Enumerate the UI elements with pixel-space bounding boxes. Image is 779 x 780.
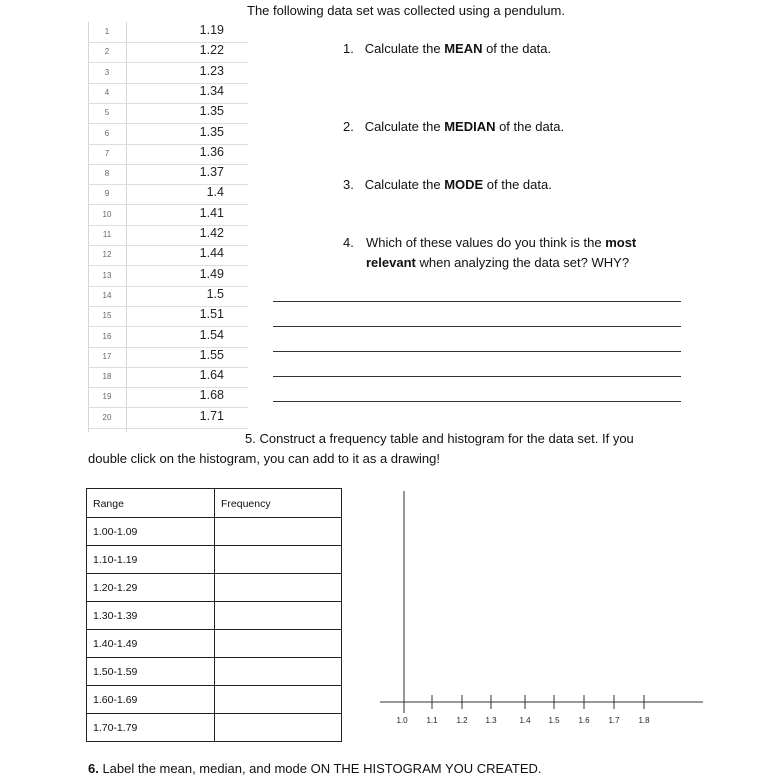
spreadsheet-row[interactable] (88, 205, 248, 226)
x-tick-label: 1.0 (396, 716, 408, 725)
answer-line[interactable] (273, 376, 681, 377)
question-3-text: Calculate the (364, 177, 445, 192)
range-cell: 1.30-1.39 (87, 602, 215, 630)
question-1-suffix: of the data. (482, 41, 552, 56)
table-row (87, 574, 342, 602)
row-number: 20 (102, 412, 112, 422)
spreadsheet-row[interactable] (88, 286, 248, 307)
row-number: 15 (102, 311, 112, 321)
row-number: 17 (102, 351, 112, 361)
question-2-text: Calculate the (364, 119, 445, 134)
cell-value[interactable]: 1.55 (199, 347, 224, 362)
spreadsheet-row[interactable] (88, 63, 248, 84)
row-number: 2 (104, 47, 110, 57)
spreadsheet-row[interactable] (88, 42, 248, 63)
frequency-cell[interactable] (215, 602, 342, 630)
range-header: Range (87, 489, 215, 518)
frequency-cell[interactable] (215, 658, 342, 686)
cell-value[interactable]: 1.37 (199, 165, 224, 180)
cell-value[interactable]: 1.54 (199, 327, 224, 342)
x-tick-label: 1.4 (519, 716, 531, 725)
question-4 (366, 233, 686, 273)
range-cell: 1.70-1.79 (87, 714, 215, 742)
question-6-text: Label the mean, median, and mode ON THE HISTOGRAM YOU CREATED. (98, 761, 542, 776)
row-number: 9 (104, 189, 110, 199)
answer-line[interactable] (273, 301, 681, 302)
row-number: 11 (102, 230, 112, 239)
x-tick-label: 1.1 (426, 716, 438, 725)
cell-value[interactable]: 1.5 (206, 286, 224, 301)
spreadsheet-row[interactable] (88, 144, 248, 165)
row-number: 8 (104, 169, 110, 179)
spreadsheet-row[interactable] (88, 387, 248, 408)
row-number: 16 (102, 331, 112, 341)
frequency-cell[interactable] (215, 686, 342, 714)
question-1-text: Calculate the (364, 41, 445, 56)
table-row (87, 630, 342, 658)
answer-line[interactable] (273, 351, 681, 352)
question-3-suffix: of the data. (483, 177, 552, 192)
question-2-keyword: MEDIAN (444, 119, 496, 134)
frequency-cell[interactable] (215, 630, 342, 658)
cell-value[interactable]: 1.51 (199, 307, 224, 322)
row-number: 10 (102, 209, 112, 219)
cell-value[interactable]: 1.23 (199, 63, 224, 78)
frequency-header: Frequency (215, 489, 342, 518)
spreadsheet-row[interactable] (88, 245, 248, 266)
table-row (87, 546, 342, 574)
question-4-suffix: when analyzing the data set? WHY? (415, 255, 630, 270)
row-number: 1 (104, 27, 110, 36)
question-1-keyword: MEAN (444, 41, 483, 56)
row-number: 19 (102, 392, 112, 402)
table-row (87, 686, 342, 714)
cell-value[interactable]: 1.44 (199, 246, 224, 261)
frequency-table (86, 488, 342, 742)
question-2 (343, 117, 564, 137)
spreadsheet-row[interactable] (88, 184, 248, 205)
cell-value[interactable]: 1.49 (199, 266, 224, 281)
question-1 (343, 39, 551, 59)
frequency-cell[interactable] (215, 518, 342, 546)
spreadsheet-row[interactable] (88, 367, 248, 388)
frequency-cell[interactable] (215, 574, 342, 602)
row-number: 14 (102, 290, 112, 300)
question-5-line-2: double click on the histogram, you can add to it as a drawing! (88, 451, 440, 466)
x-tick-label: 1.5 (548, 716, 560, 725)
question-6 (88, 759, 542, 779)
spreadsheet-row[interactable] (88, 408, 248, 429)
question-4-text: Which of these values do you think is the (366, 235, 606, 250)
spreadsheet-row[interactable] (88, 347, 248, 368)
row-number: 12 (102, 250, 112, 260)
table-row (87, 602, 342, 630)
spreadsheet-row[interactable] (88, 225, 248, 246)
cell-value[interactable]: 1.4 (206, 185, 224, 200)
x-tick-label: 1.8 (638, 716, 650, 725)
spreadsheet-row[interactable] (88, 266, 248, 287)
cell-value[interactable]: 1.35 (199, 104, 224, 119)
cell-value[interactable]: 1.71 (199, 408, 224, 423)
row-number: 6 (104, 128, 110, 138)
question-1-number: 1. (343, 41, 354, 56)
question-4-number: 4. (343, 235, 354, 250)
cell-value[interactable]: 1.68 (199, 388, 224, 403)
spreadsheet-row[interactable] (88, 22, 248, 43)
question-6-number: 6. (88, 761, 99, 776)
row-number: 13 (102, 270, 112, 280)
x-tick-label: 1.2 (456, 716, 468, 725)
range-cell: 1.00-1.09 (87, 518, 215, 546)
question-4-keyword-2: relevant (366, 255, 416, 270)
x-tick-label: 1.6 (578, 716, 590, 725)
frequency-cell[interactable] (215, 714, 342, 742)
row-number: 18 (102, 372, 112, 382)
cell-value[interactable]: 1.34 (199, 83, 224, 98)
question-3 (343, 175, 552, 195)
row-number: 5 (104, 108, 110, 118)
spreadsheet-row[interactable] (88, 327, 248, 348)
frequency-cell[interactable] (215, 546, 342, 574)
table-row (87, 714, 342, 742)
table-row (87, 658, 342, 686)
cell-value[interactable]: 1.41 (199, 205, 224, 220)
x-tick-label: 1.3 (485, 716, 497, 725)
answer-line[interactable] (273, 326, 681, 327)
cell-value[interactable]: 1.64 (199, 368, 224, 383)
spreadsheet-row[interactable] (88, 103, 248, 124)
row-number: 3 (104, 67, 110, 77)
cell-value[interactable]: 1.22 (199, 43, 224, 58)
answer-line[interactable] (273, 401, 681, 402)
x-tick-label: 1.7 (608, 716, 620, 725)
intro-text: The following data set was collected using a pendulum. (247, 3, 565, 18)
cell-value[interactable]: 1.42 (199, 226, 224, 240)
question-2-suffix: of the data. (495, 119, 565, 134)
table-row (87, 518, 342, 546)
question-3-number: 3. (343, 177, 354, 192)
cell-value[interactable]: 1.19 (199, 23, 224, 37)
question-3-keyword: MODE (444, 177, 484, 192)
question-2-number: 2. (343, 119, 354, 134)
spreadsheet-row[interactable] (88, 306, 248, 327)
range-cell: 1.10-1.19 (87, 546, 215, 574)
histogram-axes[interactable] (370, 485, 710, 730)
row-number: 7 (104, 148, 110, 158)
table-header-row (87, 489, 342, 518)
row-number: 4 (104, 87, 110, 97)
cell-value[interactable]: 1.36 (199, 144, 224, 159)
data-spreadsheet (88, 22, 248, 432)
spreadsheet-row[interactable] (88, 164, 248, 185)
range-cell: 1.40-1.49 (87, 630, 215, 658)
range-cell: 1.20-1.29 (87, 574, 215, 602)
spreadsheet-row[interactable] (88, 83, 248, 104)
range-cell: 1.50-1.59 (87, 658, 215, 686)
question-5-line-1: 5. Construct a frequency table and histogram for the data set. If you (245, 431, 634, 446)
spreadsheet-row[interactable] (88, 124, 248, 145)
cell-value[interactable]: 1.35 (199, 124, 224, 139)
question-4-keyword-1: most (605, 235, 637, 250)
range-cell: 1.60-1.69 (87, 686, 215, 714)
